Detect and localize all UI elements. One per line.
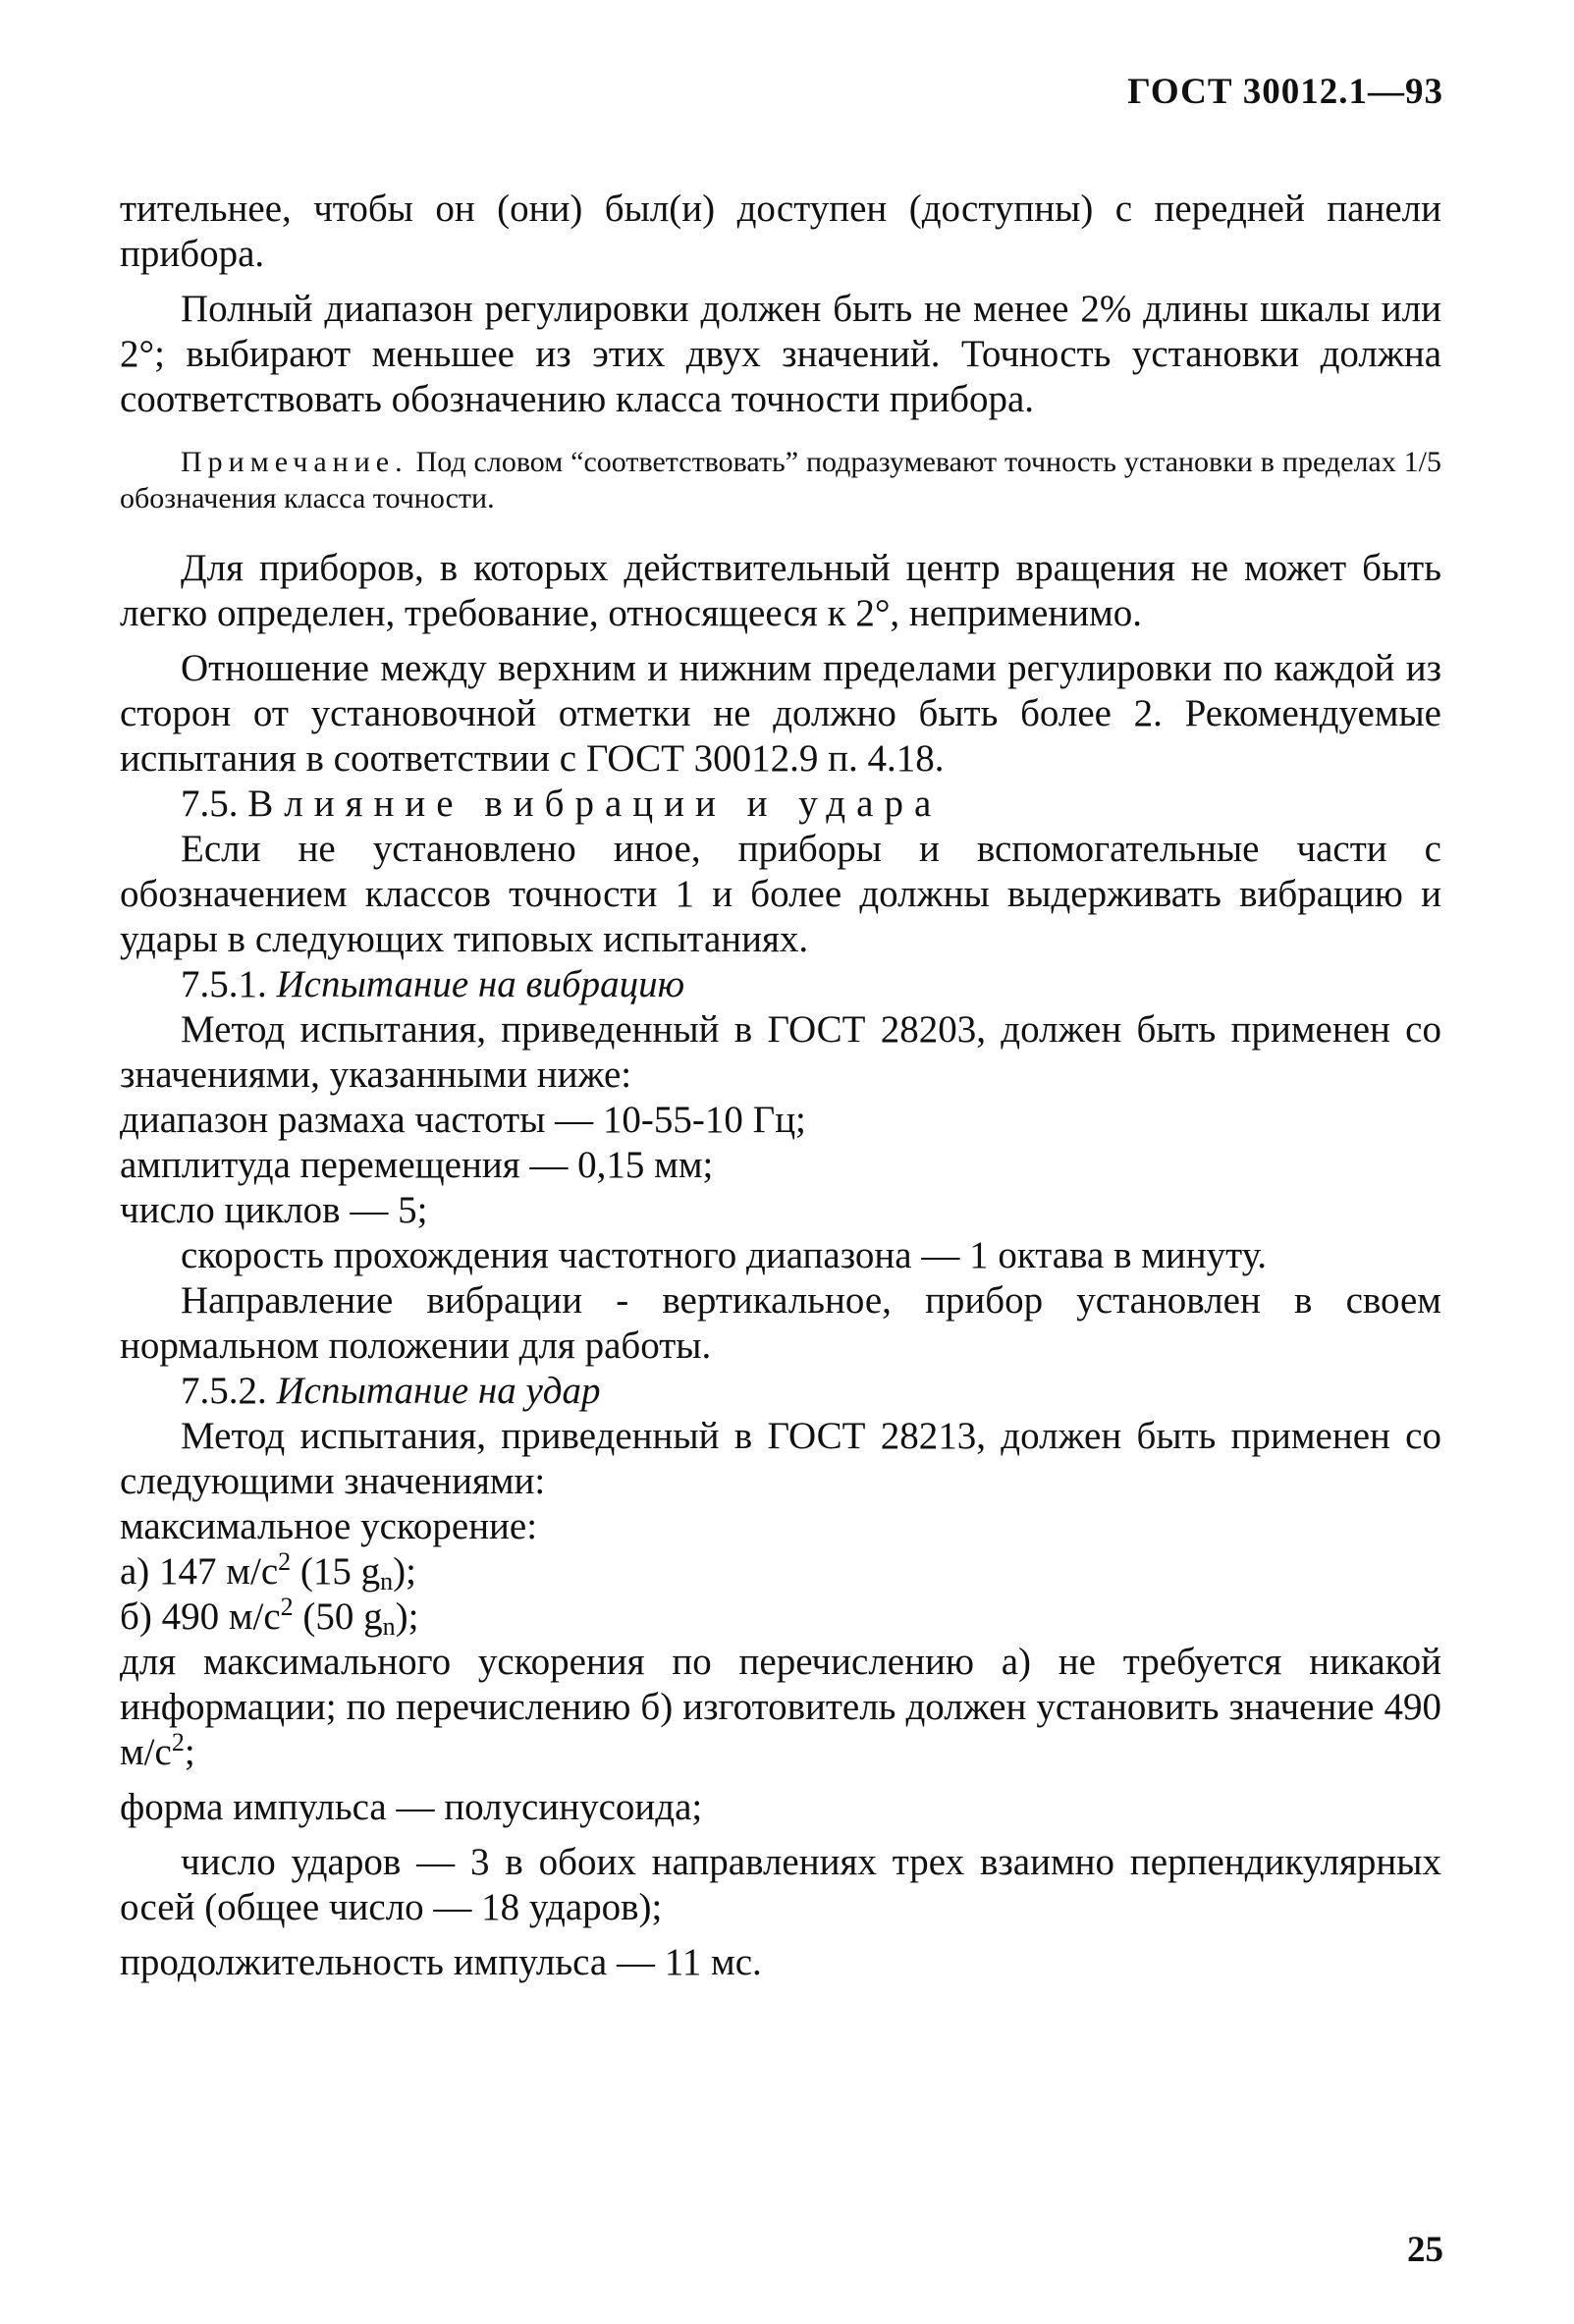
text: ); (393, 1550, 416, 1593)
section-7-5-1-heading (120, 962, 1441, 1007)
text: ); (395, 1595, 419, 1638)
page-body (120, 187, 1441, 1985)
section-title: Испытание на удар (276, 1370, 601, 1412)
section-title: Испытание на вибрацию (276, 963, 685, 1005)
text: ; (184, 1731, 195, 1773)
subscript: n (382, 1612, 396, 1641)
section-7-5-heading (120, 782, 1441, 827)
text: а) 147 м/с (120, 1550, 279, 1593)
note-text: Под словом “соответствовать” подразумевают точность установки в пределах 1/5 обозначения класса точности. (120, 446, 1441, 514)
paragraph-vibration-direction: Направление вибрации - вертикальное, прибор установлен в своем нормальном положении для работы. (120, 1279, 1441, 1367)
paragraph-rotation-center: Для приборов, в которых действительный центр вращения не может быть легко определен, требование, относящееся к 2°, неприменимо. (120, 547, 1441, 634)
paragraph-limits-ratio: Отношение между верхним и нижним пределами регулировки по каждой из сторон от установочной отметки не должно быть более 2. Рекомендуемые испытания в соответствии с ГОСТ 30012.9 п. 4.18. (120, 647, 1441, 780)
list-item: форма импульса — полусинусоида; (120, 1786, 703, 1828)
paragraph-continuation: тительнее, чтобы он (они) был(и) доступен (доступны) с передней панели прибора. (120, 188, 1441, 275)
text: (50 g (293, 1595, 383, 1638)
paragraph-acceleration-info (120, 1640, 1441, 1775)
subscript: n (380, 1567, 394, 1595)
list-item: диапазон размаха частоты — 10-55-10 Гц; (120, 1099, 806, 1141)
paragraph-vibration-shock-intro: Если не установлено иное, приборы и вспомогательные части с обозначением классов точности 1 и более должны выдерживать вибрацию и удары в следующих типовых испытаниях. (120, 828, 1441, 960)
text: для максимального ускорения по перечислению а) не требуется никакой информации; по перечислению б) изготовитель должен установить значение 490 м/с (120, 1641, 1441, 1773)
section-number: 7.5. (181, 783, 248, 825)
list-item: амплитуда перемещения — 0,15 мм; (120, 1144, 714, 1186)
superscript: 2 (280, 1593, 294, 1621)
list-item: число циклов — 5; (120, 1189, 428, 1231)
superscript: 2 (171, 1728, 185, 1757)
section-7-5-2-heading (120, 1369, 1441, 1414)
note-label: Примечание. (181, 446, 408, 478)
text: (15 g (291, 1550, 381, 1593)
section-title: Влияние вибрации и удара (247, 783, 943, 825)
note (120, 444, 1441, 516)
section-number: 7.5.2. (181, 1370, 277, 1412)
list-item-a (120, 1549, 1441, 1594)
paragraph-shock-method: Метод испытания, приведенный в ГОСТ 28213, должен быть применен со следующими значениями: (120, 1415, 1441, 1502)
text: б) 490 м/с (120, 1595, 281, 1638)
list-item: максимальное ускорение: (120, 1505, 538, 1547)
page-header: ГОСТ 30012.1—93 (1127, 72, 1443, 112)
superscript: 2 (278, 1547, 292, 1576)
paragraph-adjust-range: Полный диапазон регулировки должен быть не менее 2% длины шкалы или 2°; выбирают меньшее из этих двух значений. Точность установки должна соответствовать обозначению класса точности прибора. (120, 288, 1441, 420)
list-item: продолжительность импульса — 11 мс. (120, 1941, 762, 1983)
paragraph-vibration-method: Метод испытания, приведенный в ГОСТ 28203, должен быть применен со значениями, указанными ниже: (120, 1008, 1441, 1096)
page-number: 25 (1407, 2230, 1443, 2270)
list-item: число ударов — 3 в обоих направлениях трех взаимно перпендикулярных осей (общее число — 18 ударов); (120, 1841, 1441, 1928)
list-item: скорость прохождения частотного диапазона — 1 октава в минуту. (181, 1234, 1268, 1276)
section-number: 7.5.1. (181, 963, 277, 1005)
list-item-b (120, 1594, 1441, 1640)
